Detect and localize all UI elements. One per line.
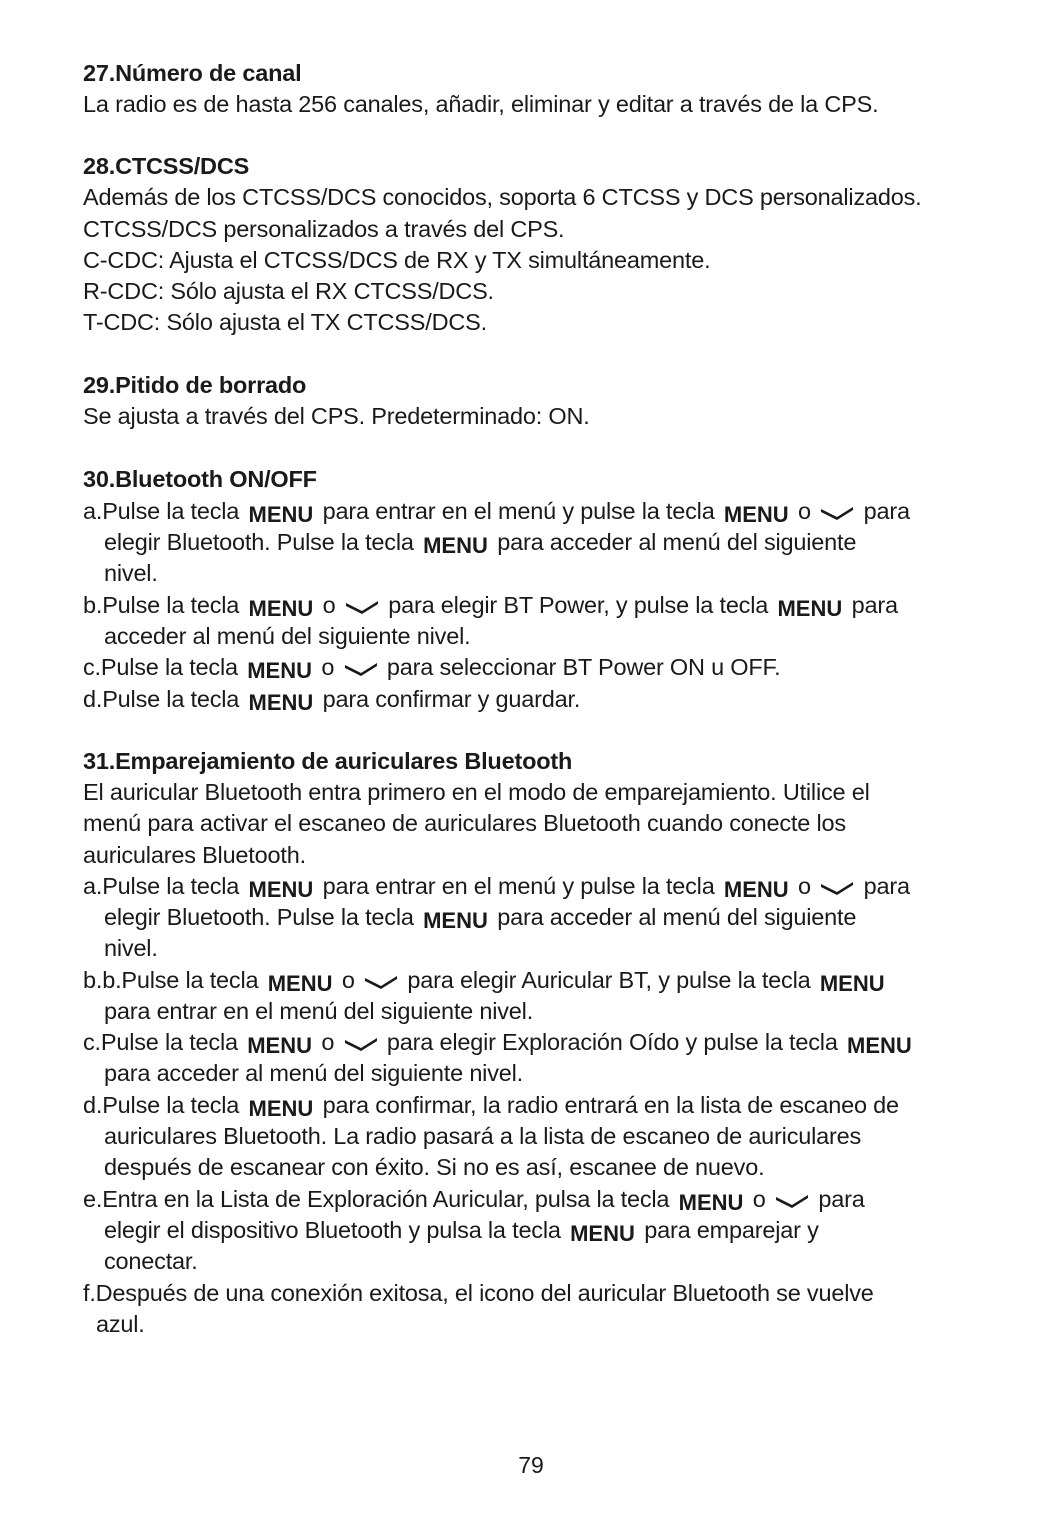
menu-key-icon: MENU [248, 596, 314, 621]
section-31-step-d [83, 1090, 899, 1124]
menu-key-icon: MENU [678, 1190, 744, 1215]
section-28-title: 28.CTCSS/DCS [83, 153, 250, 179]
section-28-line: CTCSS/DCS personalizados a través del CPS. [83, 216, 565, 242]
section-30-title: 30.Bluetooth ON/OFF [83, 466, 317, 492]
section-31-step-f-cont: azul. [96, 1311, 145, 1337]
step-text: para entrar en el menú y pulse la tecla [322, 498, 715, 524]
section-31-step-d-cont: después de escanear con éxito. Si no es así, escanee de nuevo. [104, 1154, 765, 1180]
step-text: para [863, 873, 910, 899]
section-31-step-c-cont: para acceder al menú del siguiente nivel. [104, 1060, 523, 1086]
chevron-down-icon [345, 600, 379, 614]
step-text: para elegir Exploración Oído y pulse la tecla [386, 1029, 838, 1055]
menu-key-icon: MENU [247, 658, 312, 683]
menu-key-icon: MENU [248, 1096, 314, 1121]
section-30-step-c [83, 652, 780, 686]
menu-key-icon: MENU [423, 533, 488, 558]
section-28-line: R-CDC: Sólo ajusta el RX CTCSS/DCS. [83, 278, 494, 304]
step-text: para elegir BT Power, y pulse la tecla [388, 592, 769, 618]
step-text: b.Pulse la tecla [83, 592, 240, 618]
section-28-line: C-CDC: Ajusta el CTCSS/DCS de RX y TX simultáneamente. [83, 247, 711, 273]
step-text: a.Pulse la tecla [83, 873, 240, 899]
section-31-step-a [83, 871, 910, 905]
step-text: para seleccionar BT Power ON u OFF. [386, 654, 781, 680]
step-text: elegir Bluetooth. Pulse la tecla [104, 529, 414, 555]
menu-key-icon: MENU [248, 502, 314, 527]
section-31-step-f: f.Después de una conexión exitosa, el icono del auricular Bluetooth se vuelve [83, 1280, 874, 1306]
section-28-line: Además de los CTCSS/DCS conocidos, soporta 6 CTCSS y DCS personalizados. [83, 184, 922, 210]
step-text: c.Pulse la tecla [83, 1029, 238, 1055]
chevron-down-icon [364, 975, 398, 989]
section-30-step-b [83, 590, 898, 624]
page-number: 79 [518, 1452, 544, 1478]
section-31-intro: El auricular Bluetooth entra primero en el modo de emparejamiento. Utilice el [83, 779, 870, 805]
section-31-step-b [83, 965, 888, 999]
menu-key-icon: MENU [723, 877, 789, 902]
menu-key-icon: MENU [570, 1221, 635, 1246]
section-31-step-a-cont [104, 902, 856, 936]
step-text: d.Pulse la tecla [83, 1092, 240, 1118]
menu-key-icon: MENU [248, 877, 314, 902]
menu-key-icon: MENU [847, 1033, 912, 1058]
step-text: para [863, 498, 910, 524]
step-text: d.Pulse la tecla [83, 686, 240, 712]
section-31-step-e [83, 1184, 865, 1218]
step-text: para acceder al menú del siguiente [497, 529, 857, 555]
section-31-intro: menú para activar el escaneo de auriculares Bluetooth cuando conecte los [83, 810, 846, 836]
step-text: para confirmar y guardar. [322, 686, 581, 712]
step-text: o [752, 1186, 766, 1212]
section-31-intro: auriculares Bluetooth. [83, 842, 306, 868]
section-27-title: 27.Número de canal [83, 60, 302, 86]
section-30-step-a-cont [104, 527, 856, 561]
step-text: o [798, 498, 811, 524]
menu-key-icon: MENU [267, 971, 333, 996]
step-text: para acceder al menú del siguiente [497, 904, 857, 930]
step-text: b.b.Pulse la tecla [83, 967, 259, 993]
step-text: para [818, 1186, 865, 1212]
menu-key-icon: MENU [423, 908, 488, 933]
menu-key-icon: MENU [247, 1033, 312, 1058]
section-30-step-a [83, 496, 910, 530]
step-text: para elegir Auricular BT, y pulse la tecla [407, 967, 811, 993]
step-text: a.Pulse la tecla [83, 498, 240, 524]
menu-key-icon: MENU [777, 596, 843, 621]
step-text: o [798, 873, 811, 899]
section-31-step-d-cont: auriculares Bluetooth. La radio pasará a la lista de escaneo de auriculares [104, 1123, 862, 1149]
step-text: para emparejar y [644, 1217, 819, 1243]
step-text: o [341, 967, 355, 993]
section-29-text: Se ajusta a través del CPS. Predeterminado: ON. [83, 403, 590, 429]
step-text: c.Pulse la tecla [83, 654, 238, 680]
step-text: elegir el dispositivo Bluetooth y pulsa la tecla [104, 1217, 561, 1243]
step-text: para entrar en el menú y pulse la tecla [322, 873, 715, 899]
step-text: o [321, 1029, 335, 1055]
chevron-down-icon [820, 506, 854, 520]
step-text: o [321, 654, 335, 680]
menu-key-icon: MENU [819, 971, 885, 996]
section-31-title: 31.Emparejamiento de auriculares Bluetooth [83, 748, 573, 774]
chevron-down-icon [820, 881, 854, 895]
section-29-title: 29.Pitido de borrado [83, 372, 307, 398]
step-text: e.Entra en la Lista de Exploración Auricular, pulsa la tecla [83, 1186, 670, 1212]
step-text: elegir Bluetooth. Pulse la tecla [104, 904, 414, 930]
section-31-step-e-cont [104, 1215, 819, 1249]
chevron-down-icon [775, 1194, 809, 1208]
section-31-step-b-cont: para entrar en el menú del siguiente nivel. [104, 998, 534, 1024]
menu-key-icon: MENU [723, 502, 789, 527]
section-30-step-b-cont: acceder al menú del siguiente nivel. [104, 623, 471, 649]
section-27-text: La radio es de hasta 256 canales, añadir, eliminar y editar a través de la CPS. [83, 91, 879, 117]
section-31-step-c [83, 1027, 915, 1061]
chevron-down-icon [344, 662, 378, 676]
menu-key-icon: MENU [248, 690, 314, 715]
section-30-step-d [83, 684, 580, 718]
section-28-line: T-CDC: Sólo ajusta el TX CTCSS/DCS. [83, 309, 487, 335]
chevron-down-icon [344, 1037, 378, 1051]
step-text: para confirmar, la radio entrará en la lista de escaneo de [322, 1092, 899, 1118]
section-30-step-a-cont: nivel. [104, 560, 158, 586]
section-31-step-a-cont: nivel. [104, 935, 158, 961]
step-text: para [851, 592, 898, 618]
section-31-step-e-cont: conectar. [104, 1248, 198, 1274]
step-text: o [322, 592, 336, 618]
